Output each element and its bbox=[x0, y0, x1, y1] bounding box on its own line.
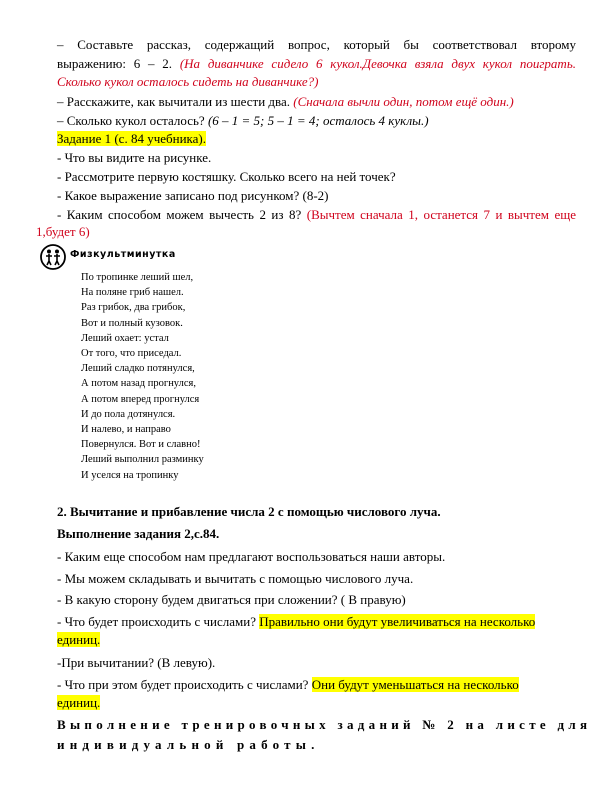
fizkult-title: Физкультминутка bbox=[70, 249, 176, 260]
answer-text: единиц. bbox=[57, 695, 101, 710]
poem-line: А потом вперед прогнулся bbox=[81, 393, 200, 405]
poem-line: И налево, и направо bbox=[81, 424, 171, 436]
poem-line: Леший сладко потянулся, bbox=[81, 363, 195, 375]
poem bbox=[81, 270, 281, 483]
poem-line: Раз грибок, два грибок, bbox=[81, 302, 186, 314]
final-instruction: индивидуальной работы. bbox=[57, 737, 320, 752]
text-line bbox=[57, 632, 576, 648]
text-line bbox=[57, 695, 576, 711]
text-line bbox=[57, 74, 576, 90]
poem-line: Леший выполнил разминку bbox=[81, 454, 204, 466]
answer-text: Они будут уменьшаться на несколько bbox=[311, 677, 519, 692]
poem-line: От того, что приседал. bbox=[81, 348, 182, 360]
poem-line: На поляне гриб нашел. bbox=[81, 287, 184, 299]
question-text: - Рассмотрите первую костяшку. Сколько всего на ней точек? bbox=[57, 169, 396, 184]
poem-line: И до пола дотянулся. bbox=[81, 408, 176, 420]
question-text: - Каким еще способом нам предлагают воспользоваться наши авторы. bbox=[57, 549, 446, 564]
question-text: выражению: 6 – 2. bbox=[57, 56, 180, 71]
text-line bbox=[36, 224, 576, 240]
text-line bbox=[57, 188, 576, 204]
question-text: - Каким способом можем вычесть 2 из 8? bbox=[57, 207, 307, 222]
text-line bbox=[57, 37, 576, 53]
poem-line: А потом назад прогнулся, bbox=[81, 378, 196, 390]
answer-text: (6 – 1 = 5; 5 – 1 = 4; осталось 4 куклы.) bbox=[207, 113, 429, 128]
text-line bbox=[57, 113, 576, 129]
text-line bbox=[57, 677, 576, 693]
poem-line: Вот и полный кузовок. bbox=[81, 317, 183, 329]
question-text: - В какую сторону будем двигаться при сложении? ( В правую) bbox=[57, 592, 406, 607]
question-text: - Что при этом будет происходить с числами? bbox=[57, 677, 312, 692]
answer-text: (На диванчике сидело 6 кукол.Девочка взяла двух кукол поиграть. bbox=[179, 56, 576, 71]
section-subheading: Выполнение задания 2,с.84. bbox=[57, 526, 220, 541]
text-line bbox=[57, 94, 576, 110]
question-text: – Расскажите, как вычитали из шести два. bbox=[57, 94, 294, 109]
text-line bbox=[57, 614, 576, 630]
answer-text: 1,будет 6) bbox=[36, 224, 90, 239]
text-line bbox=[57, 169, 576, 185]
text-line bbox=[57, 150, 576, 166]
answer-text: Сколько кукол осталось сидеть на диванчике?) bbox=[57, 74, 319, 89]
answer-text: (Сначала вычли один, потом ещё один.) bbox=[293, 94, 514, 109]
question-text: – Сколько кукол осталось? bbox=[57, 113, 208, 128]
question-text: – Составьте рассказ, содержащий вопрос, который бы соответствовал второму bbox=[57, 37, 576, 52]
text-line bbox=[57, 207, 576, 223]
answer-text: Правильно они будут увеличиваться на несколько bbox=[259, 614, 536, 629]
question-text: -При вычитании? (В левую). bbox=[57, 655, 216, 670]
task-label: Задание 1 (с. 84 учебника). bbox=[57, 131, 207, 146]
final-instruction: Выполнение тренировочных заданий № 2 на листе для bbox=[57, 717, 592, 732]
question-text: - Что вы видите на рисунке. bbox=[57, 150, 212, 165]
exercising-people-icon bbox=[40, 244, 66, 270]
answer-text: единиц. bbox=[57, 632, 101, 647]
text-line bbox=[57, 56, 576, 72]
poem-line: По тропинке леший шел, bbox=[81, 272, 194, 283]
poem-line: И уселся на тропинку bbox=[81, 469, 179, 481]
text-line bbox=[57, 131, 576, 147]
poem-line: Леший охает: устал bbox=[81, 332, 169, 344]
question-text: - Что будет происходить с числами? bbox=[57, 614, 260, 629]
poem-line: Повернулся. Вот и славно! bbox=[81, 439, 201, 451]
question-text: - Какое выражение записано под рисунком? (8-2) bbox=[57, 188, 329, 203]
section-heading: 2. Вычитание и прибавление числа 2 с помощью числового луча. bbox=[57, 504, 441, 519]
answer-text: (Вычтем сначала 1, останется 7 и вычтем еще bbox=[306, 207, 576, 222]
question-text: - Мы можем складывать и вычитать с помощью числового луча. bbox=[57, 571, 414, 586]
